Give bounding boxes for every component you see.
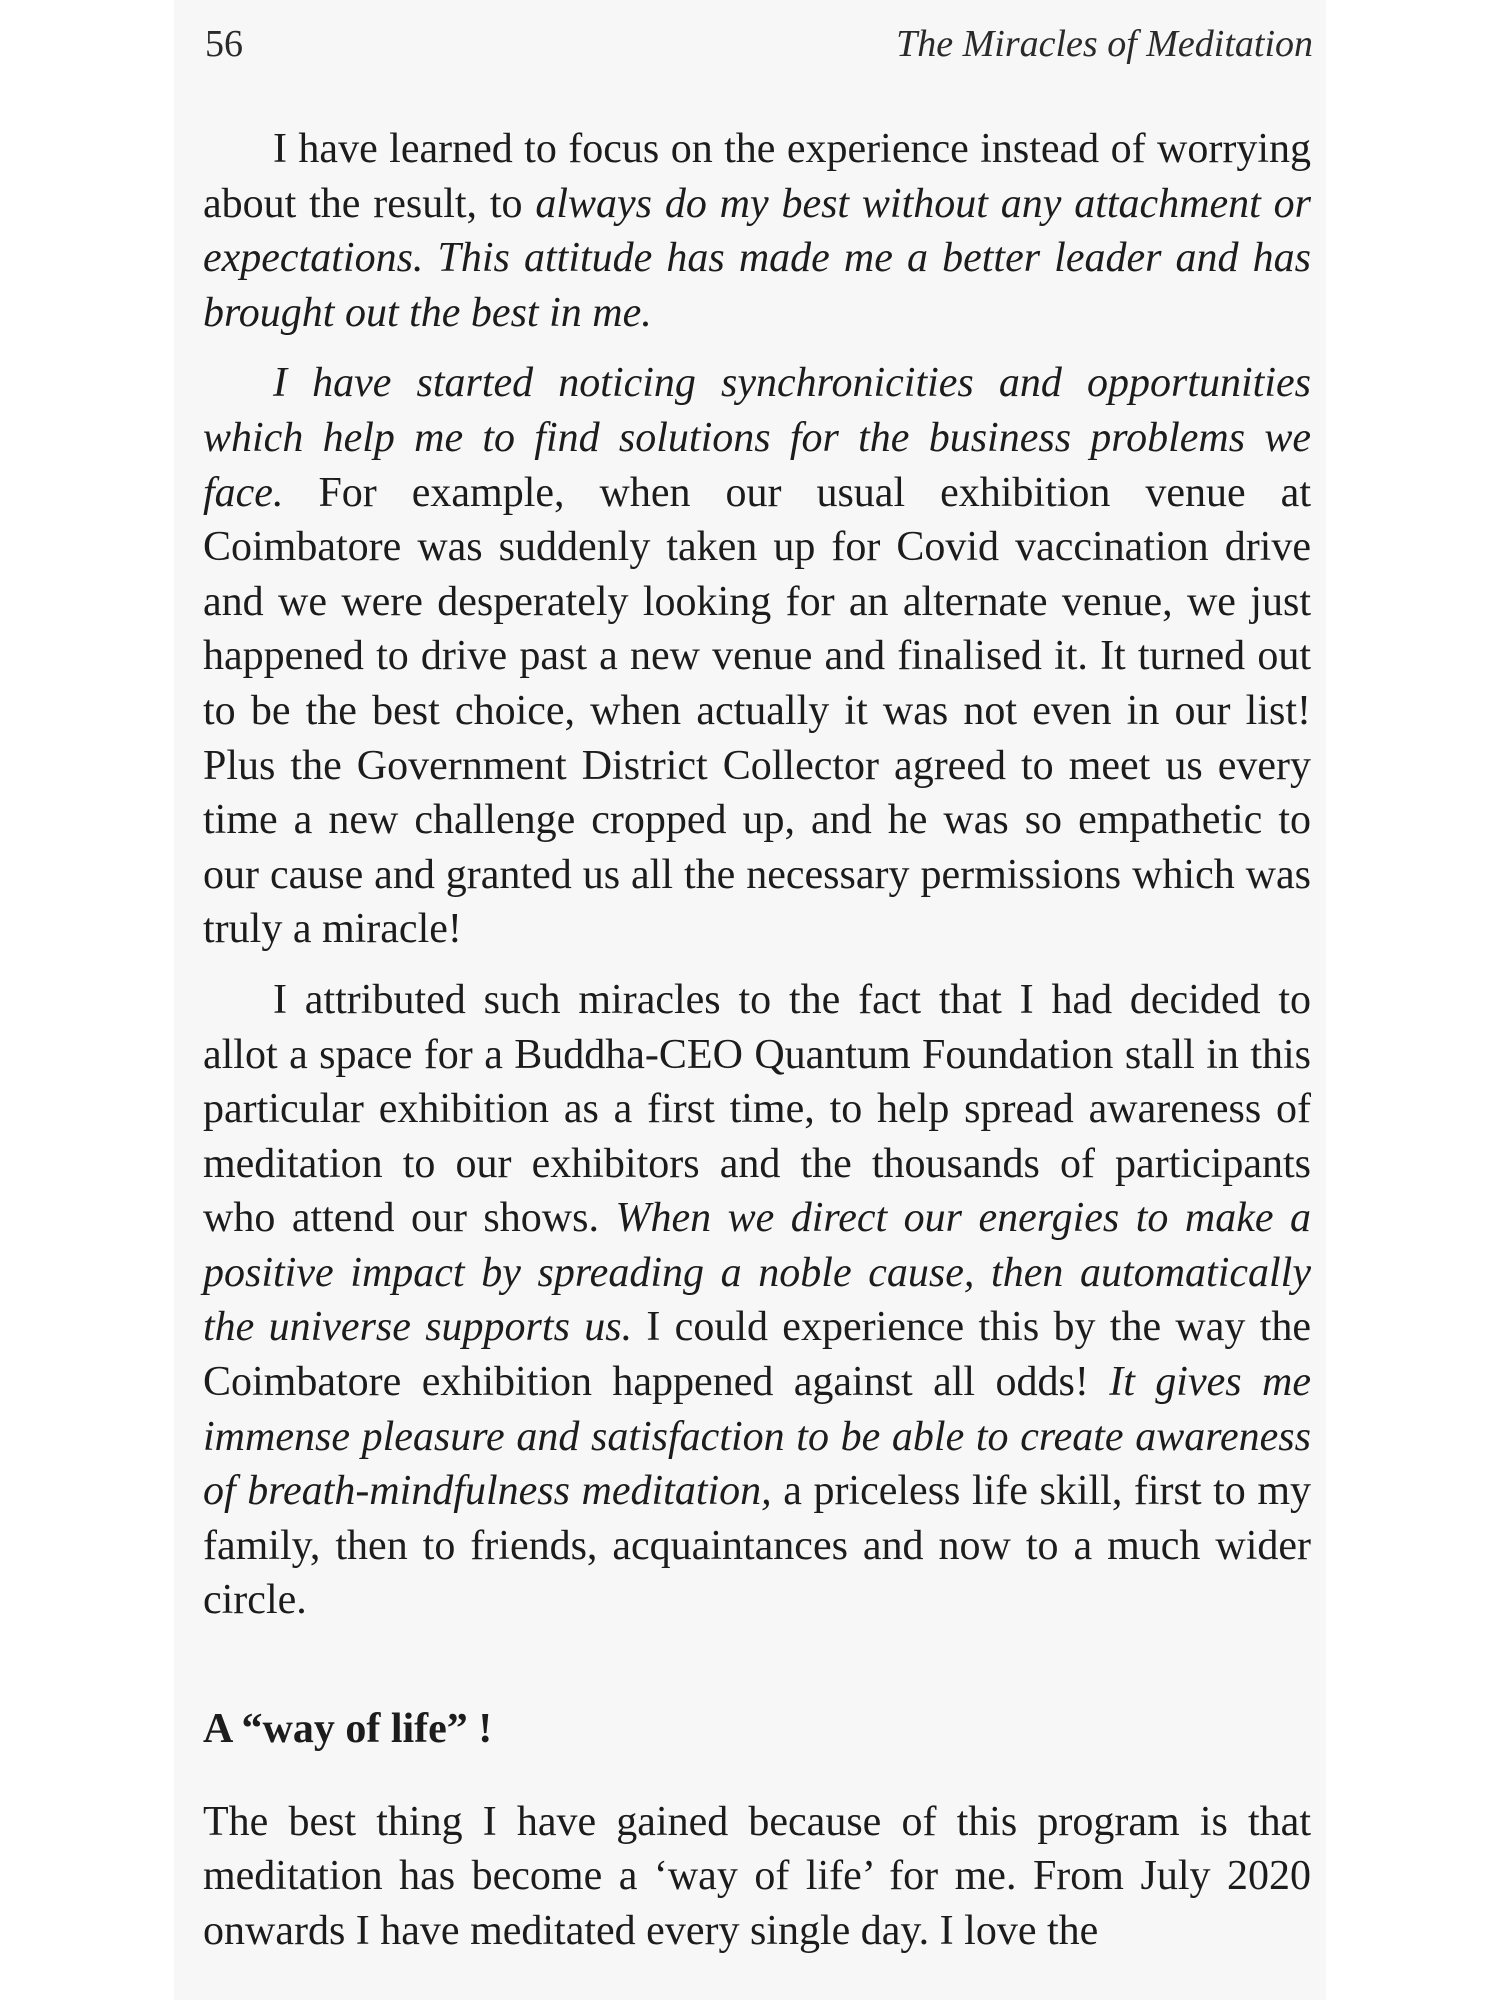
paragraph-2-text: For example, when our usual exhibition venue at Coimbatore was suddenly taken up for Covid vaccination drive and we were desperately looking for an alternate venue, we just happened to drive past a new venue and finalised it. It turned out to be the best choice, when actually it was not even in our list! Plus the Government District Collector agreed to meet us every time a new challenge cropped up, and he was so empathetic to our cause and granted us all the necessary permissions which was truly a miracle! [203,469,1311,953]
paragraph-3 [203,973,1311,1628]
paragraph-1-emphasis: always do my best without any attachment or expectations. This attitude has made me a better leader and has brought out the best in me. [203,180,1311,336]
page-header [205,22,1313,66]
paragraph-1-text: I have learned to focus on the experience instead of worrying about the result, to [203,126,1311,227]
body-text [203,122,1311,1958]
paragraph-2-emphasis: I have started noticing synchronicities and opportunities which help me to find solutions for the business problems we face. [203,360,1311,516]
paragraph-2 [203,356,1311,957]
paragraph-3-text-a: I attributed such miracles to the fact that I had decided to allot a space for a Buddha-CEO Quantum Foundation stall in this particular exhibition as a first time, to help spread awareness of meditation to our exhibitors and the thousands of participants who attend our shows. [203,976,1311,1242]
running-title: The Miracles of Meditation [896,23,1313,65]
paragraph-1 [203,122,1311,340]
page-number: 56 [205,23,243,65]
paragraph-3-text-c: a priceless life skill, first to my family, then to friends, acquaintances and now to a much wider circle. [203,1468,1311,1624]
paragraph-4: The best thing I have gained because of this program is that meditation has become a ‘way of life’ for me. From July 2020 onwards I have meditated every single day. I love the [203,1798,1311,1954]
section-heading: A “way of life” ! [203,1706,493,1753]
paragraph-3-emphasis-a: When we direct our energies to make a positive impact by spreading a noble cause, then automatically the universe supports us. [203,1195,1312,1351]
paragraph-3-emphasis-b: It gives me immense pleasure and satisfaction to be able to create awareness of breath-mindfulness meditation, [203,1359,1311,1515]
paragraph-3-text-b: I could experience this by the way the Coimbatore exhibition happened against all odds! [203,1304,1311,1406]
